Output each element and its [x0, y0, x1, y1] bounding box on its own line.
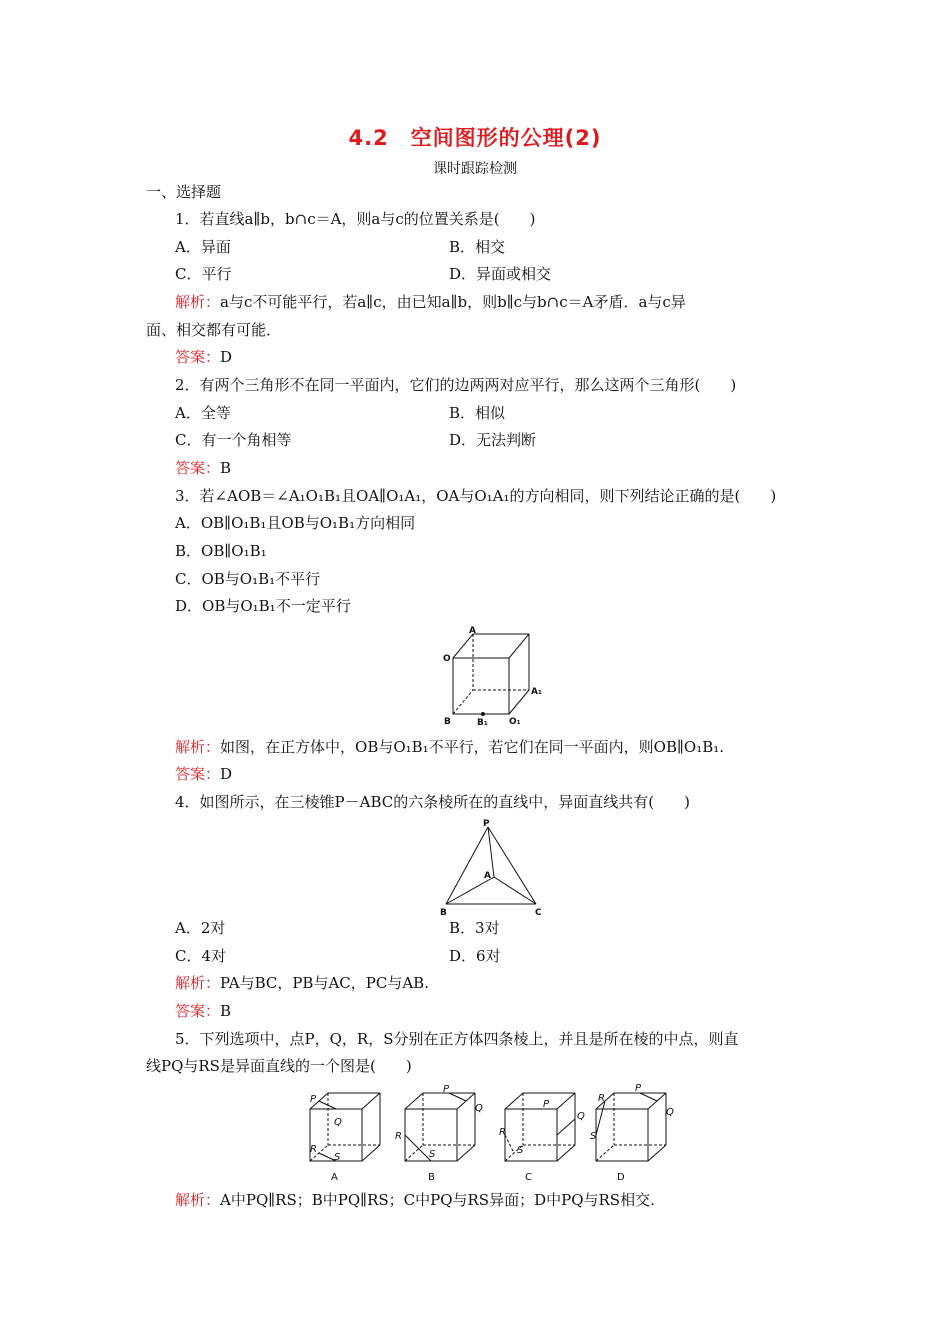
- q1-analysis: [175, 292, 686, 312]
- q3-answer-value: D: [220, 765, 233, 783]
- section-heading: 一、选择题: [146, 183, 222, 201]
- point-b1-marker: [481, 712, 485, 716]
- analysis-label: 解析：: [175, 974, 221, 992]
- q3-option-b: B．OB∥O₁B₁: [175, 542, 267, 560]
- fig-label-b1: B₁: [477, 718, 488, 728]
- analysis-label: 解析：: [175, 293, 221, 311]
- q4-option-a: A．2对: [175, 919, 226, 937]
- q5-stem-cont: 线PQ与RS是异面直线的一个图是( ): [146, 1057, 412, 1075]
- fig-label-a1: A₁: [531, 687, 542, 697]
- q5-figure-a: [300, 1085, 390, 1185]
- q1-option-c: C．平行: [175, 265, 232, 283]
- answer-label: 答案：: [175, 459, 221, 477]
- q4-option-c: C．4对: [175, 947, 227, 965]
- q1-option-d: D．异面或相交: [449, 265, 552, 283]
- q5-figure-d: [590, 1081, 685, 1185]
- point-label-q: Q: [334, 1117, 342, 1128]
- q4-stem: 4．如图所示，在三棱锥P－ABC的六条棱所在的直线中，异面直线共有( ): [175, 793, 690, 811]
- q5-analysis: [175, 1190, 655, 1210]
- answer-label: 答案：: [175, 765, 221, 783]
- q4-pyramid-figure: [436, 817, 552, 917]
- q2-answer: [175, 458, 231, 478]
- fig-label-p: P: [483, 819, 490, 829]
- page-title: 4.2 空间图形的公理(2): [348, 126, 602, 150]
- point-label-s: S: [517, 1145, 524, 1156]
- page-subtitle: 课时跟踪检测: [433, 161, 517, 177]
- figure-caption-c: C: [525, 1172, 532, 1183]
- point-label-p: P: [635, 1083, 642, 1094]
- point-label-p: P: [543, 1099, 550, 1110]
- q4-option-b: B．3对: [449, 919, 500, 937]
- q1-answer-value: D: [220, 348, 233, 366]
- q2-answer-value: B: [220, 459, 232, 477]
- q1-option-b: B．相交: [449, 238, 506, 256]
- q3-analysis-text: 如图，在正方体中，OB与O₁B₁不平行，若它们在同一平面内，则OB∥O₁B₁.: [220, 738, 725, 756]
- q3-option-c: C．OB与O₁B₁不平行: [175, 570, 321, 588]
- q3-stem: 3．若∠AOB＝∠A₁O₁B₁且OA∥O₁A₁，OA与O₁A₁的方向相同，则下列结论正确的是( ): [175, 487, 777, 505]
- point-label-s: S: [334, 1152, 341, 1163]
- q4-answer-value: B: [220, 1002, 232, 1020]
- q3-answer: [175, 764, 232, 784]
- point-label-r: R: [310, 1144, 317, 1155]
- figure-caption-b: B: [428, 1172, 435, 1183]
- fig-label-o1: O₁: [509, 717, 521, 727]
- point-label-p: P: [443, 1084, 450, 1095]
- q5-analysis-text: A中PQ∥RS；B中PQ∥RS；C中PQ与RS异面；D中PQ与RS相交.: [220, 1191, 655, 1209]
- q2-option-a: A．全等: [175, 404, 231, 422]
- q1-stem: 1．若直线a∥b，b∩c＝A，则a与c的位置关系是( ): [175, 210, 536, 228]
- point-label-r: R: [598, 1093, 605, 1104]
- point-label-q: Q: [577, 1111, 585, 1122]
- answer-label: 答案：: [175, 1002, 221, 1020]
- analysis-label: 解析：: [175, 738, 221, 756]
- q2-stem: 2．有两个三角形不在同一平面内，它们的边两两对应平行，那么这两个三角形( ): [175, 376, 737, 394]
- point-label-r: R: [499, 1127, 506, 1138]
- q5-figure-b: [395, 1083, 490, 1185]
- q1-analysis-cont: 面、相交都有可能．: [146, 321, 282, 339]
- q5-stem: 5．下列选项中，点P，Q，R，S分别在正方体四条棱上，并且是所在棱的中点，则直: [175, 1030, 739, 1048]
- q4-analysis: [175, 973, 429, 993]
- point-label-q: Q: [666, 1107, 674, 1118]
- q1-option-a: A．异面: [175, 238, 231, 256]
- fig-label-o: O: [443, 654, 451, 664]
- q4-analysis-text: PA与BC，PB与AC，PC与AB.: [220, 974, 429, 992]
- figure-caption-a: A: [331, 1172, 338, 1183]
- fig-label-a: A: [469, 626, 476, 636]
- figure-caption-d: D: [617, 1172, 625, 1183]
- q2-option-d: D．无法判断: [449, 431, 537, 449]
- point-label-r: R: [395, 1131, 402, 1142]
- q5-figure-c: [495, 1083, 590, 1185]
- point-label-s: S: [590, 1131, 597, 1142]
- q3-option-d: D．OB与O₁B₁不一定平行: [175, 597, 351, 615]
- q3-cube-figure: [436, 624, 548, 728]
- q3-analysis: [175, 737, 724, 757]
- fig-label-a: A: [484, 871, 491, 881]
- q4-option-d: D．6对: [449, 947, 501, 965]
- point-label-p: P: [310, 1094, 317, 1105]
- q3-option-a: A．OB∥O₁B₁且OB与O₁B₁方向相同: [175, 514, 416, 532]
- analysis-label: 解析：: [175, 1191, 221, 1209]
- q4-answer: [175, 1001, 231, 1021]
- q1-analysis-text: a与c不可能平行，若a∥c，由已知a∥b，则b∥c与b∩c＝A矛盾．a与c异: [220, 293, 686, 311]
- q1-answer: [175, 347, 232, 367]
- answer-label: 答案：: [175, 348, 221, 366]
- fig-label-b: B: [440, 908, 447, 917]
- fig-label-c: C: [535, 908, 542, 917]
- q2-option-b: B．相似: [449, 404, 506, 422]
- point-label-q: Q: [475, 1103, 483, 1114]
- q2-option-c: C．有一个角相等: [175, 431, 292, 449]
- point-label-s: S: [429, 1149, 436, 1160]
- fig-label-b: B: [444, 717, 451, 727]
